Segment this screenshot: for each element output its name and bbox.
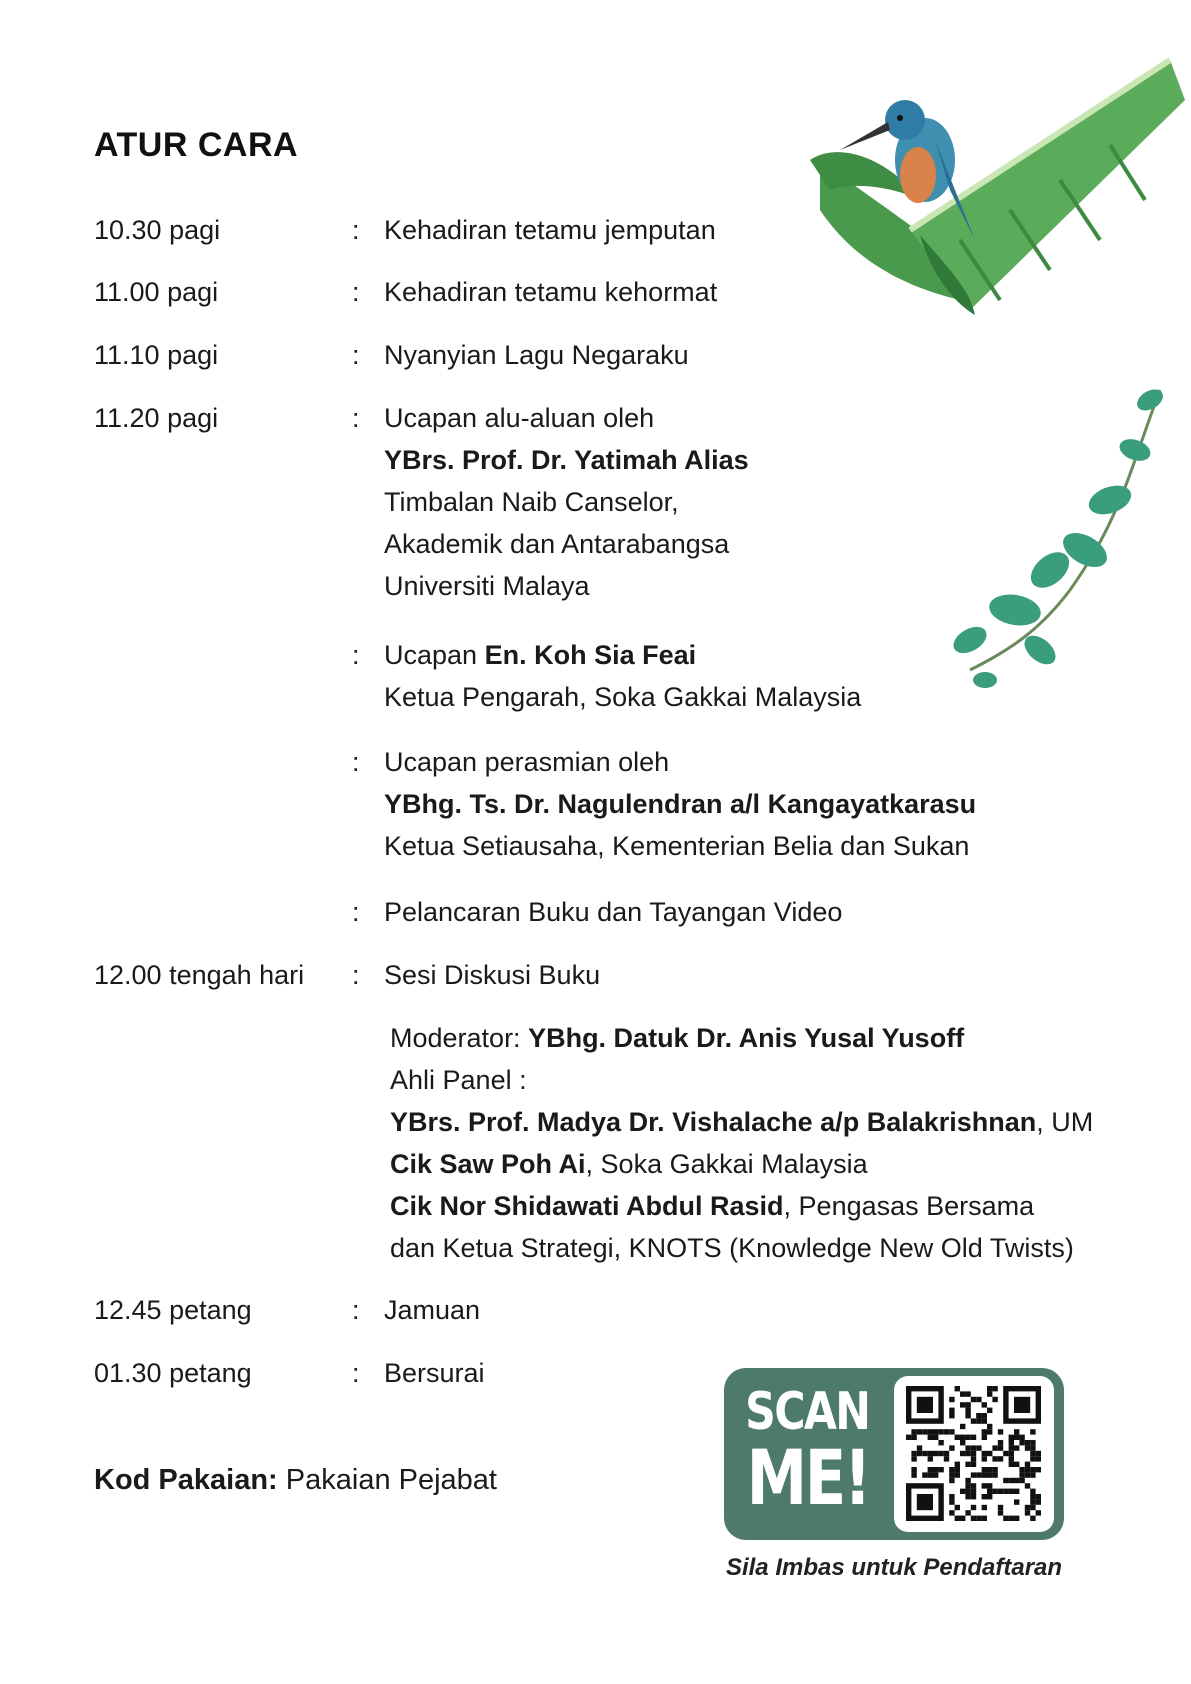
qr-module	[944, 1429, 949, 1434]
qr-module	[1030, 1494, 1035, 1499]
qr-module	[949, 1408, 954, 1413]
agenda-text: Sesi Diskusi Buku	[384, 960, 601, 990]
qr-module	[982, 1435, 987, 1440]
qr-module	[955, 1472, 960, 1477]
agenda-colon: :	[352, 277, 360, 307]
qr-module	[992, 1489, 997, 1494]
agenda-time: 12.45 petang	[94, 1295, 252, 1325]
qr-module	[998, 1445, 1003, 1450]
qr-module	[971, 1435, 976, 1440]
qr-module	[976, 1413, 981, 1418]
qr-module	[1009, 1462, 1014, 1467]
qr-module	[922, 1429, 927, 1434]
qr-module	[917, 1429, 922, 1434]
agenda-desc	[384, 741, 976, 867]
qr-module	[1014, 1429, 1019, 1434]
qr-module	[1019, 1435, 1024, 1440]
qr-module	[976, 1472, 981, 1477]
agenda-desc	[384, 1289, 480, 1331]
qr-module	[1014, 1489, 1019, 1494]
qr-module	[982, 1418, 987, 1423]
agenda-line	[384, 209, 716, 251]
panelist-line	[390, 1101, 1093, 1143]
qr-module	[955, 1505, 960, 1510]
qr-module	[955, 1386, 960, 1391]
dress-code-label: Kod Pakaian:	[94, 1464, 278, 1496]
qr-module	[992, 1445, 997, 1450]
qr-module	[976, 1445, 981, 1450]
qr-module	[1036, 1494, 1041, 1499]
agenda-text: Nyanyian Lagu Negaraku	[384, 340, 689, 370]
qr-module	[933, 1429, 938, 1434]
qr-code-icon	[894, 1376, 1054, 1532]
panelist-line	[390, 1227, 1093, 1269]
qr-module	[965, 1408, 970, 1413]
agenda-desc	[384, 334, 689, 376]
qr-module	[982, 1472, 987, 1477]
qr-module	[933, 1467, 938, 1472]
panelist-line	[390, 1185, 1093, 1227]
panelist-name: Cik Nor Shidawati Abdul Rasid	[390, 1191, 784, 1221]
agenda-text: Ucapan	[384, 640, 485, 670]
qr-module	[982, 1451, 987, 1456]
qr-module	[982, 1402, 987, 1407]
qr-module	[998, 1505, 1003, 1510]
scan-label-line1: SCAN	[745, 1382, 870, 1442]
qr-module	[987, 1391, 992, 1396]
qr-module	[1014, 1435, 1019, 1440]
qr-module	[987, 1483, 992, 1488]
scan-label-line2: ME!	[746, 1433, 870, 1522]
qr-module	[971, 1418, 976, 1423]
agenda-text: YBrs. Prof. Dr. Yatimah Alias	[384, 445, 749, 475]
qr-module	[955, 1516, 960, 1521]
agenda-colon: :	[352, 340, 360, 370]
qr-module	[971, 1462, 976, 1467]
qr-module	[1014, 1499, 1019, 1504]
qr-module	[955, 1467, 960, 1472]
qr-module	[1030, 1445, 1035, 1450]
qr-module	[949, 1397, 954, 1402]
qr-module	[971, 1494, 976, 1499]
qr-module	[1036, 1499, 1041, 1504]
speaker-name	[384, 783, 976, 825]
speaker-name: En. Koh Sia Feai	[484, 640, 697, 670]
qr-module	[982, 1456, 987, 1461]
panelist-name: YBrs. Prof. Madya Dr. Vishalache a/p Balakrishnan	[390, 1107, 1037, 1137]
qr-module	[949, 1467, 954, 1472]
qr-module	[1019, 1472, 1024, 1477]
qr-module	[949, 1472, 954, 1477]
qr-module	[960, 1424, 965, 1429]
panel-text: Moderator:	[390, 1023, 529, 1053]
agenda-text: Timbalan Naib Canselor,	[384, 487, 679, 517]
qr-module	[987, 1472, 992, 1477]
qr-module	[1003, 1451, 1008, 1456]
qr-module	[987, 1386, 992, 1391]
qr-module	[1025, 1467, 1030, 1472]
qr-module	[982, 1483, 987, 1488]
panel-text: Ahli Panel :	[390, 1065, 527, 1095]
qr-module	[992, 1397, 997, 1402]
agenda-text: Ucapan perasmian oleh	[384, 747, 670, 777]
qr-module	[911, 1451, 916, 1456]
dress-code-value: Pakaian Pejabat	[277, 1464, 497, 1496]
qr-module	[976, 1418, 981, 1423]
qr-module	[982, 1516, 987, 1521]
qr-module	[987, 1408, 992, 1413]
qr-module	[982, 1467, 987, 1472]
qr-module	[965, 1478, 970, 1483]
agenda-text: Jamuan	[384, 1295, 481, 1325]
qr-module	[971, 1445, 976, 1450]
qr-finder-core	[1014, 1397, 1030, 1413]
agenda-line	[384, 1352, 485, 1394]
qr-module	[1030, 1499, 1035, 1504]
agenda-line	[384, 891, 842, 933]
qr-module	[1030, 1451, 1035, 1456]
panel-text: , Pengasas Bersama	[783, 1191, 1035, 1221]
qr-module	[938, 1451, 943, 1456]
agenda-desc	[384, 397, 749, 607]
qr-module	[949, 1494, 954, 1499]
qr-module	[928, 1472, 933, 1477]
agenda-line	[384, 271, 717, 313]
qr-module	[987, 1429, 992, 1434]
agenda-time: 01.30 petang	[94, 1358, 252, 1388]
qr-module	[982, 1494, 987, 1499]
agenda-colon: :	[352, 640, 360, 670]
qr-module	[965, 1494, 970, 1499]
qr-module	[911, 1456, 916, 1461]
qr-module	[965, 1435, 970, 1440]
qr-module	[971, 1451, 976, 1456]
qr-module	[1036, 1467, 1041, 1472]
qr-module	[965, 1402, 970, 1407]
qr-module	[938, 1467, 943, 1472]
agenda-desc	[384, 1352, 485, 1394]
agenda-line	[384, 1289, 480, 1331]
qr-module	[949, 1445, 954, 1450]
agenda-time: 11.00 pagi	[94, 277, 219, 307]
qr-module	[998, 1440, 1003, 1445]
qr-module	[992, 1467, 997, 1472]
agenda-desc	[384, 634, 861, 718]
agenda-colon: :	[352, 1295, 360, 1325]
qr-module	[960, 1516, 965, 1521]
agenda-line	[384, 334, 689, 376]
qr-module	[987, 1494, 992, 1499]
agenda-line	[384, 565, 749, 607]
agenda-line	[384, 676, 861, 718]
qr-module	[911, 1467, 916, 1472]
panel-details	[390, 1017, 1093, 1269]
qr-module	[1019, 1467, 1024, 1472]
panel-text: dan Ketua Strategi, KNOTS (Knowledge New Old Twists)	[390, 1233, 1074, 1263]
agenda-text: Bersurai	[384, 1358, 485, 1388]
qr-module	[911, 1472, 916, 1477]
qr-module	[992, 1456, 997, 1461]
agenda-desc	[384, 954, 600, 996]
qr-module	[1014, 1516, 1019, 1521]
qr-module	[1009, 1451, 1014, 1456]
qr-module	[1036, 1451, 1041, 1456]
qr-module	[1025, 1445, 1030, 1450]
qr-module	[928, 1435, 933, 1440]
qr-module	[965, 1413, 970, 1418]
panel-heading	[390, 1059, 1093, 1101]
agenda-time: 11.20 pagi	[94, 403, 219, 433]
qr-module	[1030, 1456, 1035, 1461]
qr-module	[933, 1435, 938, 1440]
qr-module	[949, 1429, 954, 1434]
qr-module	[1014, 1478, 1019, 1483]
qr-module	[1025, 1440, 1030, 1445]
qr-module	[955, 1435, 960, 1440]
agenda-text: Ketua Setiausaha, Kementerian Belia dan Sukan	[384, 831, 970, 861]
qr-module	[906, 1435, 911, 1440]
qr-module	[965, 1489, 970, 1494]
qr-module	[1036, 1510, 1041, 1515]
qr-module	[960, 1451, 965, 1456]
agenda-line	[384, 954, 600, 996]
qr-module	[960, 1435, 965, 1440]
agenda-line	[384, 634, 861, 676]
qr-module	[938, 1440, 943, 1445]
agenda-desc	[384, 891, 842, 933]
agenda-time: 10.30 pagi	[94, 215, 221, 245]
qr-module	[911, 1435, 916, 1440]
qr-module	[987, 1489, 992, 1494]
qr-module	[1030, 1440, 1035, 1445]
qr-module	[971, 1483, 976, 1488]
qr-module	[1009, 1456, 1014, 1461]
qr-module	[998, 1456, 1003, 1461]
qr-module	[911, 1429, 916, 1434]
qr-module	[1014, 1462, 1019, 1467]
qr-module	[928, 1467, 933, 1472]
qr-module	[971, 1456, 976, 1461]
qr-module	[1019, 1440, 1024, 1445]
qr-module	[965, 1451, 970, 1456]
panel-text: , Soka Gakkai Malaysia	[585, 1149, 868, 1179]
qr-finder-core	[917, 1494, 933, 1510]
agenda-line	[384, 397, 749, 439]
qr-module	[1025, 1510, 1030, 1515]
qr-module	[949, 1413, 954, 1418]
qr-module	[1030, 1472, 1035, 1477]
qr-module	[938, 1429, 943, 1434]
qr-finder-core	[917, 1397, 933, 1413]
qr-module	[944, 1451, 949, 1456]
dress-code	[94, 1464, 497, 1497]
qr-module	[971, 1516, 976, 1521]
qr-module	[928, 1429, 933, 1434]
agenda-time: 11.10 pagi	[94, 340, 219, 370]
qr-module	[917, 1445, 922, 1450]
agenda-line	[384, 741, 976, 783]
qr-module	[928, 1451, 933, 1456]
qr-module	[1003, 1516, 1008, 1521]
qr-module	[960, 1391, 965, 1396]
qr-module	[928, 1456, 933, 1461]
qr-module	[1003, 1489, 1008, 1494]
qr-module	[976, 1516, 981, 1521]
qr-module	[1025, 1483, 1030, 1488]
qr-module	[971, 1505, 976, 1510]
agenda-text: Kehadiran tetamu jemputan	[384, 215, 716, 245]
qr-module	[960, 1402, 965, 1407]
qr-module	[998, 1429, 1003, 1434]
qr-module	[1003, 1478, 1008, 1483]
qr-module	[1025, 1472, 1030, 1477]
qr-module	[1009, 1516, 1014, 1521]
qr-module	[1009, 1435, 1014, 1440]
qr-module	[987, 1467, 992, 1472]
qr-module	[982, 1413, 987, 1418]
moderator-name: YBhg. Datuk Dr. Anis Yusal Yusoff	[528, 1023, 965, 1053]
agenda-text: Universiti Malaya	[384, 571, 590, 601]
qr-caption: Sila Imbas untuk Pendaftaran	[725, 1554, 1063, 1581]
qr-module	[987, 1451, 992, 1456]
qr-module	[998, 1489, 1003, 1494]
qr-module	[1019, 1478, 1024, 1483]
qr-module	[1030, 1516, 1035, 1521]
agenda-colon: :	[352, 1358, 360, 1388]
banana-leaf-icon	[810, 60, 1185, 315]
agenda-time: 12.00 tengah hari	[94, 960, 305, 990]
qr-module	[922, 1451, 927, 1456]
qr-module	[1025, 1505, 1030, 1510]
qr-module	[971, 1489, 976, 1494]
qr-module	[982, 1429, 987, 1434]
agenda-line	[384, 523, 749, 565]
panelist-line	[390, 1143, 1093, 1185]
qr-module	[917, 1451, 922, 1456]
qr-module	[971, 1472, 976, 1477]
qr-module	[965, 1391, 970, 1396]
qr-module	[949, 1499, 954, 1504]
qr-module	[1009, 1478, 1014, 1483]
qr-module	[944, 1456, 949, 1461]
qr-module	[960, 1440, 965, 1445]
qr-module	[965, 1462, 970, 1467]
qr-module	[976, 1397, 981, 1402]
speaker-name	[384, 439, 749, 481]
agenda-colon: :	[352, 897, 360, 927]
panelist-name: Cik Saw Poh Ai	[390, 1149, 586, 1179]
agenda-desc	[384, 271, 717, 313]
qr-module	[982, 1505, 987, 1510]
qr-module	[933, 1472, 938, 1477]
agenda-colon: :	[352, 403, 360, 433]
page-title: ATUR CARA	[94, 126, 299, 164]
qr-module	[998, 1510, 1003, 1515]
qr-module	[1014, 1445, 1019, 1450]
qr-module	[992, 1472, 997, 1477]
qr-module	[1009, 1489, 1014, 1494]
agenda-colon: :	[352, 747, 360, 777]
qr-module	[992, 1386, 997, 1391]
qr-module	[1030, 1467, 1035, 1472]
moderator-line	[390, 1017, 1093, 1059]
qr-module	[987, 1424, 992, 1429]
qr-module	[965, 1445, 970, 1450]
agenda-text: YBhg. Ts. Dr. Nagulendran a/l Kangayatkarasu	[384, 789, 977, 819]
qr-module	[965, 1510, 970, 1515]
qr-module	[949, 1510, 954, 1515]
vine-leaves-illustration	[930, 370, 1191, 700]
agenda-text: Ketua Pengarah, Soka Gakkai Malaysia	[384, 682, 862, 712]
agenda-line	[384, 481, 749, 523]
agenda-text: Akademik dan Antarabangsa	[384, 529, 730, 559]
qr-module	[971, 1397, 976, 1402]
agenda-text: Ucapan alu-aluan oleh	[384, 403, 655, 433]
scan-me-label	[732, 1382, 878, 1522]
qr-module	[1036, 1456, 1041, 1461]
qr-module	[1009, 1445, 1014, 1450]
agenda-text: Pelancaran Buku dan Tayangan Video	[384, 897, 843, 927]
qr-module	[1030, 1489, 1035, 1494]
qr-module	[1030, 1429, 1035, 1434]
agenda-line	[384, 825, 976, 867]
qr-module	[922, 1472, 927, 1477]
qr-module	[960, 1489, 965, 1494]
qr-module	[933, 1451, 938, 1456]
agenda-colon: :	[352, 960, 360, 990]
panel-text: , UM	[1036, 1107, 1094, 1137]
qr-module	[1030, 1505, 1035, 1510]
agenda-desc	[384, 209, 716, 251]
qr-module	[949, 1478, 954, 1483]
qr-module	[965, 1483, 970, 1488]
qr-code-frame[interactable]	[894, 1376, 1054, 1532]
qr-module	[1009, 1440, 1014, 1445]
qr-module	[1025, 1462, 1030, 1467]
qr-registration-card[interactable]	[724, 1368, 1064, 1540]
kingfisher-leaf-illustration	[800, 40, 1190, 340]
qr-module	[955, 1462, 960, 1467]
agenda-text: Kehadiran tetamu kehormat	[384, 277, 718, 307]
agenda-colon: :	[352, 215, 360, 245]
